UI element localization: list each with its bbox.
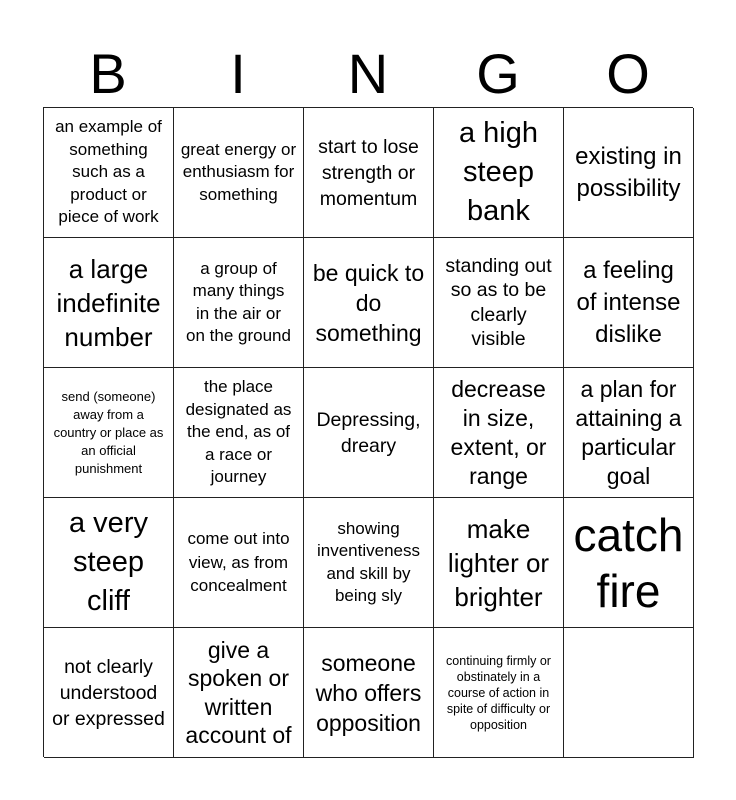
bingo-board xyxy=(43,107,693,757)
bingo-header xyxy=(43,42,693,106)
cell-text: great energy or enthusiasm for something xyxy=(180,139,297,204)
bingo-cell-r1c3[interactable] xyxy=(304,108,434,238)
cell-text: give a spoken or written account of xyxy=(185,636,292,748)
cell-text: continuing firmly or obstinately in a course of action in spite of difficulty or opposition xyxy=(446,653,551,732)
cell-text: someone who offers opposition xyxy=(315,649,422,736)
bingo-cell-r2c5[interactable] xyxy=(564,238,694,368)
bingo-cell-r2c1[interactable] xyxy=(44,238,174,368)
cell-text: a high steep bank xyxy=(458,117,538,227)
cell-text: standing out so as to be clearly visible xyxy=(445,254,552,350)
bingo-cell-r2c4[interactable] xyxy=(434,238,564,368)
cell-text: make lighter or brighter xyxy=(447,513,550,612)
bingo-cell-r3c4[interactable] xyxy=(434,368,564,498)
bingo-cell-r1c2[interactable] xyxy=(174,108,304,238)
cell-text: an example of something such as a product or piece of work xyxy=(55,117,162,227)
bingo-cell-r3c5[interactable] xyxy=(564,368,694,498)
bingo-cell-r5c5[interactable] xyxy=(564,628,694,758)
cell-text: be quick to do something xyxy=(312,259,425,346)
cell-text: come out into view, as from concealment xyxy=(187,529,290,596)
cell-text: not clearly understood or expressed xyxy=(52,655,165,730)
bingo-cell-r4c3[interactable] xyxy=(304,498,434,628)
header-letter-g: G xyxy=(476,42,520,105)
cell-text: send (someone) away from a country or place as an official punishment xyxy=(53,388,164,476)
cell-text: showing inventiveness and skill by being sly xyxy=(316,518,420,605)
cell-text: start to lose strength or momentum xyxy=(318,135,419,210)
cell-text: a feeling of intense dislike xyxy=(576,256,681,348)
cell-text: the place designated as the end, as of a race or journey xyxy=(185,377,292,487)
bingo-cell-r5c1[interactable] xyxy=(44,628,174,758)
cell-text: Depressing, dreary xyxy=(316,408,421,457)
bingo-cell-r2c2[interactable] xyxy=(174,238,304,368)
bingo-cell-r4c5[interactable] xyxy=(564,498,694,628)
cell-text: existing in possibility xyxy=(575,142,682,202)
bingo-cell-r5c2[interactable] xyxy=(174,628,304,758)
bingo-cell-r1c5[interactable] xyxy=(564,108,694,238)
bingo-cell-r4c4[interactable] xyxy=(434,498,564,628)
bingo-cell-r4c2[interactable] xyxy=(174,498,304,628)
bingo-cell-r2c3[interactable] xyxy=(304,238,434,368)
bingo-cell-r3c1[interactable] xyxy=(44,368,174,498)
bingo-cell-r5c3[interactable] xyxy=(304,628,434,758)
cell-text: a large indefinite number xyxy=(56,253,161,352)
cell-text: a plan for attaining a particular goal xyxy=(575,375,682,489)
bingo-cell-r5c4[interactable] xyxy=(434,628,564,758)
cell-text: catch fire xyxy=(573,508,684,617)
bingo-cell-r3c3[interactable] xyxy=(304,368,434,498)
bingo-cell-r4c1[interactable] xyxy=(44,498,174,628)
cell-text: a very steep cliff xyxy=(69,507,148,617)
header-letter-i: I xyxy=(230,42,246,105)
cell-text: a group of many things in the air or on the ground xyxy=(186,258,291,345)
bingo-cell-r1c1[interactable] xyxy=(44,108,174,238)
cell-text: decrease in size, extent, or range xyxy=(450,375,547,489)
header-letter-b: B xyxy=(89,42,127,105)
bingo-cell-r1c4[interactable] xyxy=(434,108,564,238)
bingo-cell-r3c2[interactable] xyxy=(174,368,304,498)
header-letter-o: O xyxy=(606,42,650,105)
header-letter-n: N xyxy=(347,42,389,105)
